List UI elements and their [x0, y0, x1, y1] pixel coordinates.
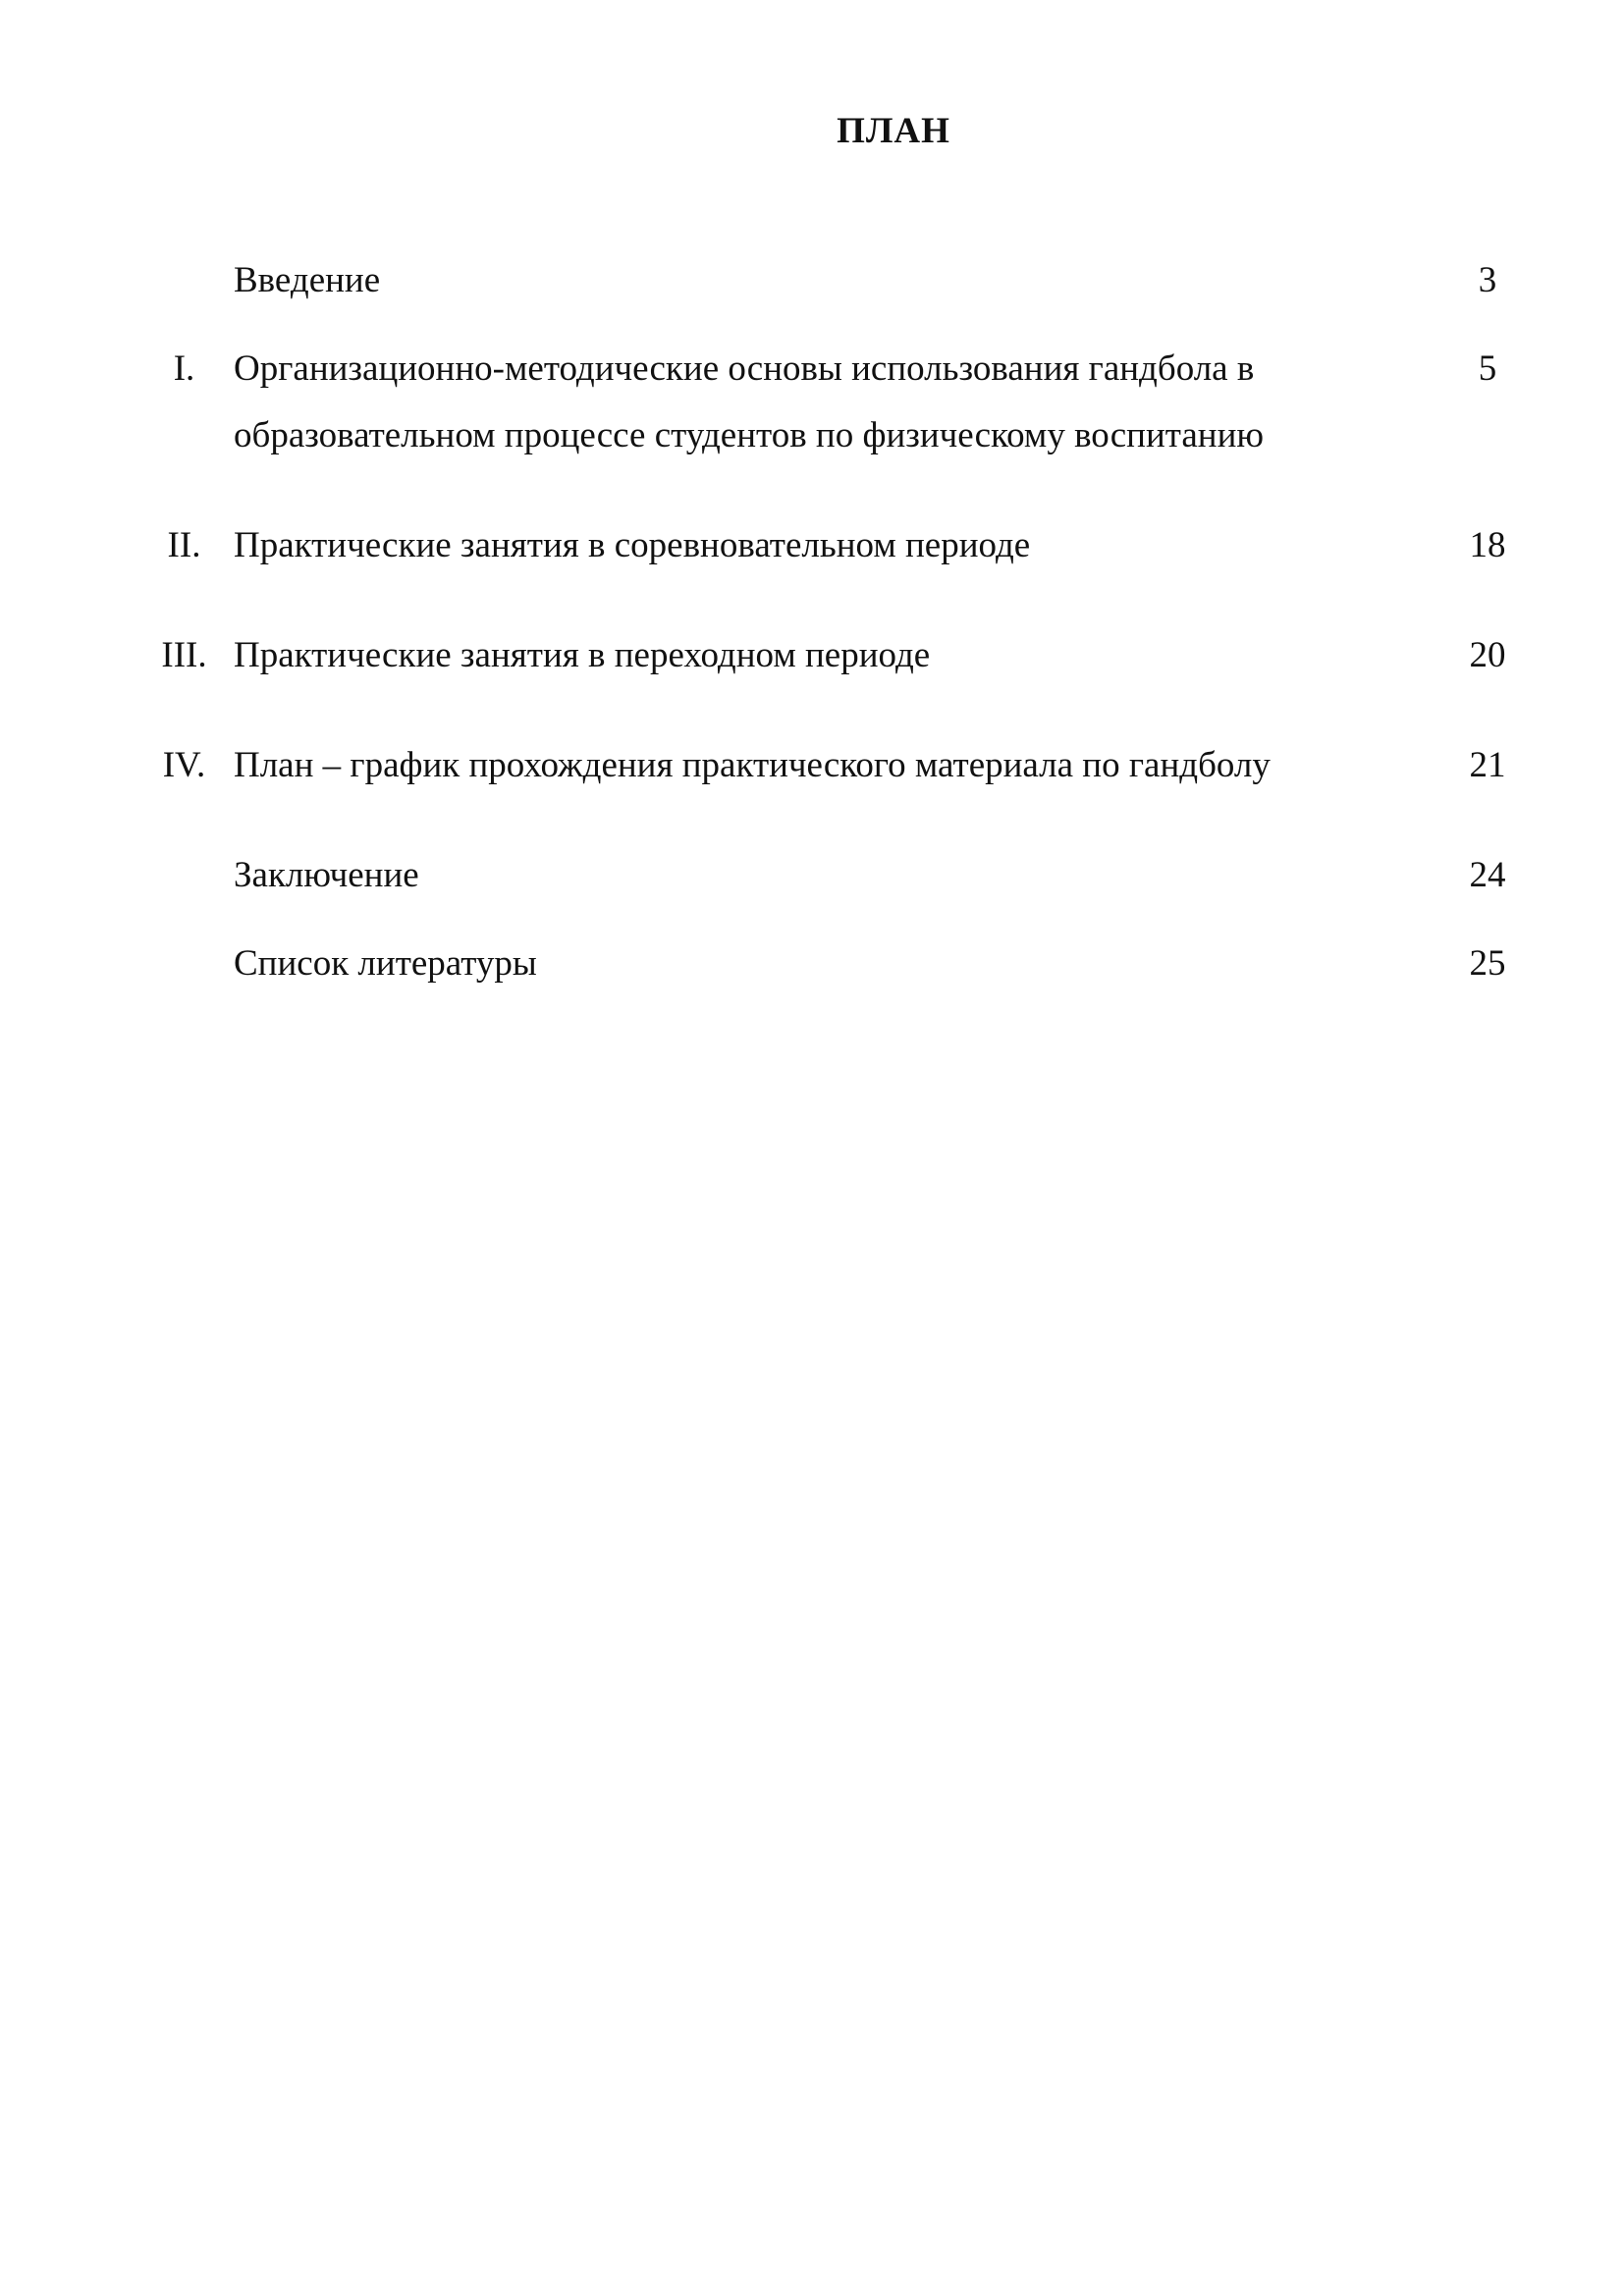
toc-entry-title: Список литературы	[234, 943, 537, 984]
toc-entry-number: III.	[161, 635, 207, 675]
toc-entry-page: 21	[1469, 745, 1506, 785]
toc-entry-title-line2: образовательном процессе студентов по физическому воспитанию	[234, 415, 1265, 455]
toc-entry-number: I.	[173, 348, 195, 389]
toc-entry-title: План – график прохождения практического материала по гандболу	[234, 745, 1271, 785]
toc-entry-page: 20	[1469, 635, 1506, 675]
toc-entry-page: 3	[1478, 260, 1497, 300]
toc-entry-page: 5	[1478, 348, 1497, 389]
toc-entry-title: Практические занятия в переходном периоде	[234, 635, 931, 675]
toc-entry-title: Введение	[234, 260, 381, 300]
toc-entry-title: Заключение	[234, 855, 419, 895]
toc-entry-title: Организационно-методические основы использования гандбола в	[234, 348, 1255, 389]
toc-entry-page: 24	[1469, 855, 1506, 895]
toc-entry-page: 18	[1469, 525, 1506, 565]
toc-entry-number: II.	[167, 525, 201, 565]
toc-entry-number: IV.	[162, 745, 206, 785]
toc-entry-page: 25	[1469, 943, 1506, 984]
toc-entry-title: Практические занятия в соревновательном периоде	[234, 525, 1031, 565]
page-title: ПЛАН	[837, 111, 950, 151]
